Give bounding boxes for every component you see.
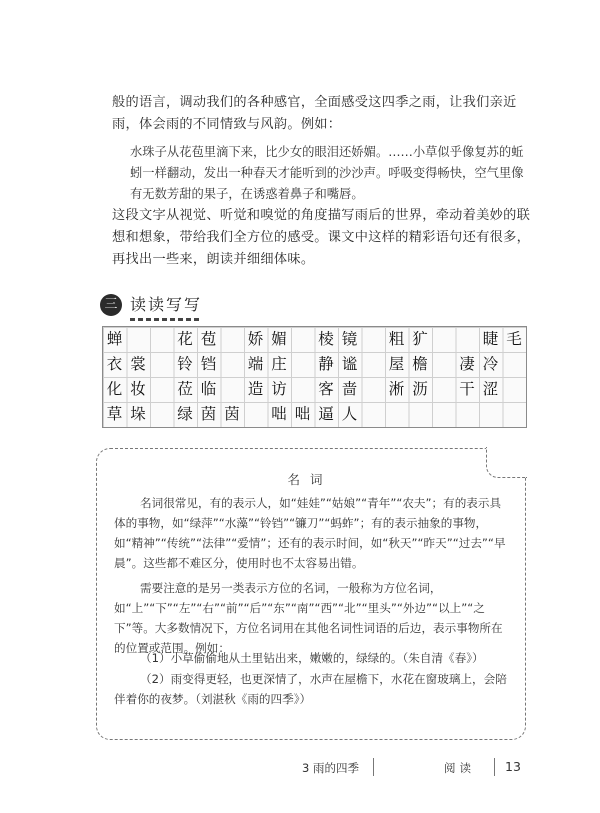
grid-character: 茵 — [200, 405, 217, 423]
section-title: 读读写写 — [130, 295, 203, 314]
footer-divider — [373, 758, 374, 776]
grid-character: 咄 — [294, 405, 311, 423]
grid-character: 客 — [318, 380, 334, 398]
grid-character: 犷 — [412, 330, 428, 348]
grid-character: 娇 — [247, 330, 264, 348]
grid-character: 端 — [247, 355, 264, 373]
grid-character: 绿 — [177, 405, 193, 423]
note-title: 名词 — [287, 472, 333, 487]
grid-character: 涩 — [482, 380, 499, 398]
note-example-1: （1）小草偷偷地从土里钻出来，嫩嫩的，绿绿的。（朱自清《春》） — [140, 651, 484, 665]
grid-character: 草 — [106, 405, 123, 423]
grid-character: 淅 — [388, 380, 405, 398]
grid-character: 静 — [318, 355, 334, 373]
grid-character: 蝉 — [106, 330, 123, 348]
section-number-badge: 三 — [100, 294, 122, 316]
footer-divider — [494, 758, 495, 776]
grid-character: 裳 — [130, 355, 146, 373]
grid-character: 啬 — [341, 380, 358, 398]
grid-character: 人 — [341, 405, 358, 423]
grid-character: 茵 — [224, 405, 240, 423]
section-underline — [130, 318, 200, 321]
writing-grid — [102, 326, 527, 428]
grid-character: 庄 — [271, 355, 287, 373]
quoted-passage: 水珠子从花苞里滴下来，比少女的眼泪还娇媚。……小草似乎像复苏的蚯蚓一样翻动，发出一种春天才能听到的沙沙声。呼吸变得畅快，空气里像有无数芳甜的果子，在诱惑着鼻子和嘴唇。 — [130, 145, 524, 201]
grid-character: 檐 — [412, 355, 428, 373]
grid-character: 化 — [106, 380, 123, 398]
grid-character: 咄 — [271, 405, 287, 423]
paragraph-analysis: 这段文字从视觉、听觉和嗅觉的角度描写雨后的世界，牵动着美妙的联想和想象，带给我们全方位的感受。课文中这样的精彩语句还有很多，再找出一些来，朗读并细细体味。 — [112, 208, 531, 267]
grid-character: 粗 — [388, 330, 405, 348]
note-paragraph-1: 名词很常见，有的表示人，如“娃娃”“姑娘”“青年”“农夫”；有的表示具体的事物，如“绿萍”“水藻”“铃铛”“镰刀”“蚂蚱”；有的表示抽象的事物，如“精神”“传统”“法律”“爱情”；还有的表示时间，如“秋天”“昨天”“过去”“早晨”。这些都不难区分，使用时也不太容易出错。 — [114, 496, 506, 570]
grid-character: 睫 — [482, 330, 499, 348]
grid-character: 干 — [459, 380, 475, 398]
grid-character: 临 — [200, 380, 217, 398]
grid-character: 花 — [177, 330, 193, 348]
footer-lesson-title: 3 雨的四季 — [302, 761, 359, 775]
grid-character: 铛 — [200, 355, 217, 373]
grid-character: 谧 — [341, 355, 358, 373]
grid-character: 逼 — [318, 405, 334, 423]
paragraph-intro: 般的语言，调动我们的各种感官，全面感受这四季之雨，让我们亲近雨，体会雨的不同情致与风韵。例如： — [112, 95, 517, 132]
page-number: 13 — [505, 759, 521, 774]
note-example-2: （2）雨变得更轻，也更深情了，水声在屋檐下，水花在窗玻璃上，会陪伴着你的夜梦。（刘湛秋《雨的四季》） — [114, 672, 507, 706]
grid-character: 铃 — [177, 355, 193, 373]
grid-character: 访 — [271, 380, 287, 398]
grid-character: 妆 — [130, 380, 146, 398]
grid-character: 毛 — [506, 330, 522, 348]
grid-character: 垛 — [130, 405, 146, 423]
note-paragraph-2: 需要注意的是另一类表示方位的名词，一般称为方位名词，如“上”“下”“左”“右”“前”“后”“东”“南”“西”“北”“里头”“外边”“以上”“之下”等。大多数情况下，方位名词用在其他名词性词语的后边，表示事物所在的位置或范围。例如： — [114, 581, 503, 655]
grid-character: 衣 — [106, 355, 123, 373]
grid-character: 凄 — [459, 355, 475, 373]
grid-character: 冷 — [482, 355, 499, 373]
grid-character: 棱 — [318, 330, 334, 348]
grid-character: 镜 — [341, 330, 358, 348]
grid-character: 莅 — [177, 380, 193, 398]
grid-character: 媚 — [271, 330, 287, 348]
grid-character: 造 — [247, 380, 264, 398]
grid-character: 沥 — [412, 380, 428, 398]
grid-character: 屋 — [388, 355, 405, 373]
page-footer — [0, 756, 600, 780]
footer-section-name: 阅读 — [444, 761, 475, 775]
grid-character: 苞 — [200, 330, 217, 348]
